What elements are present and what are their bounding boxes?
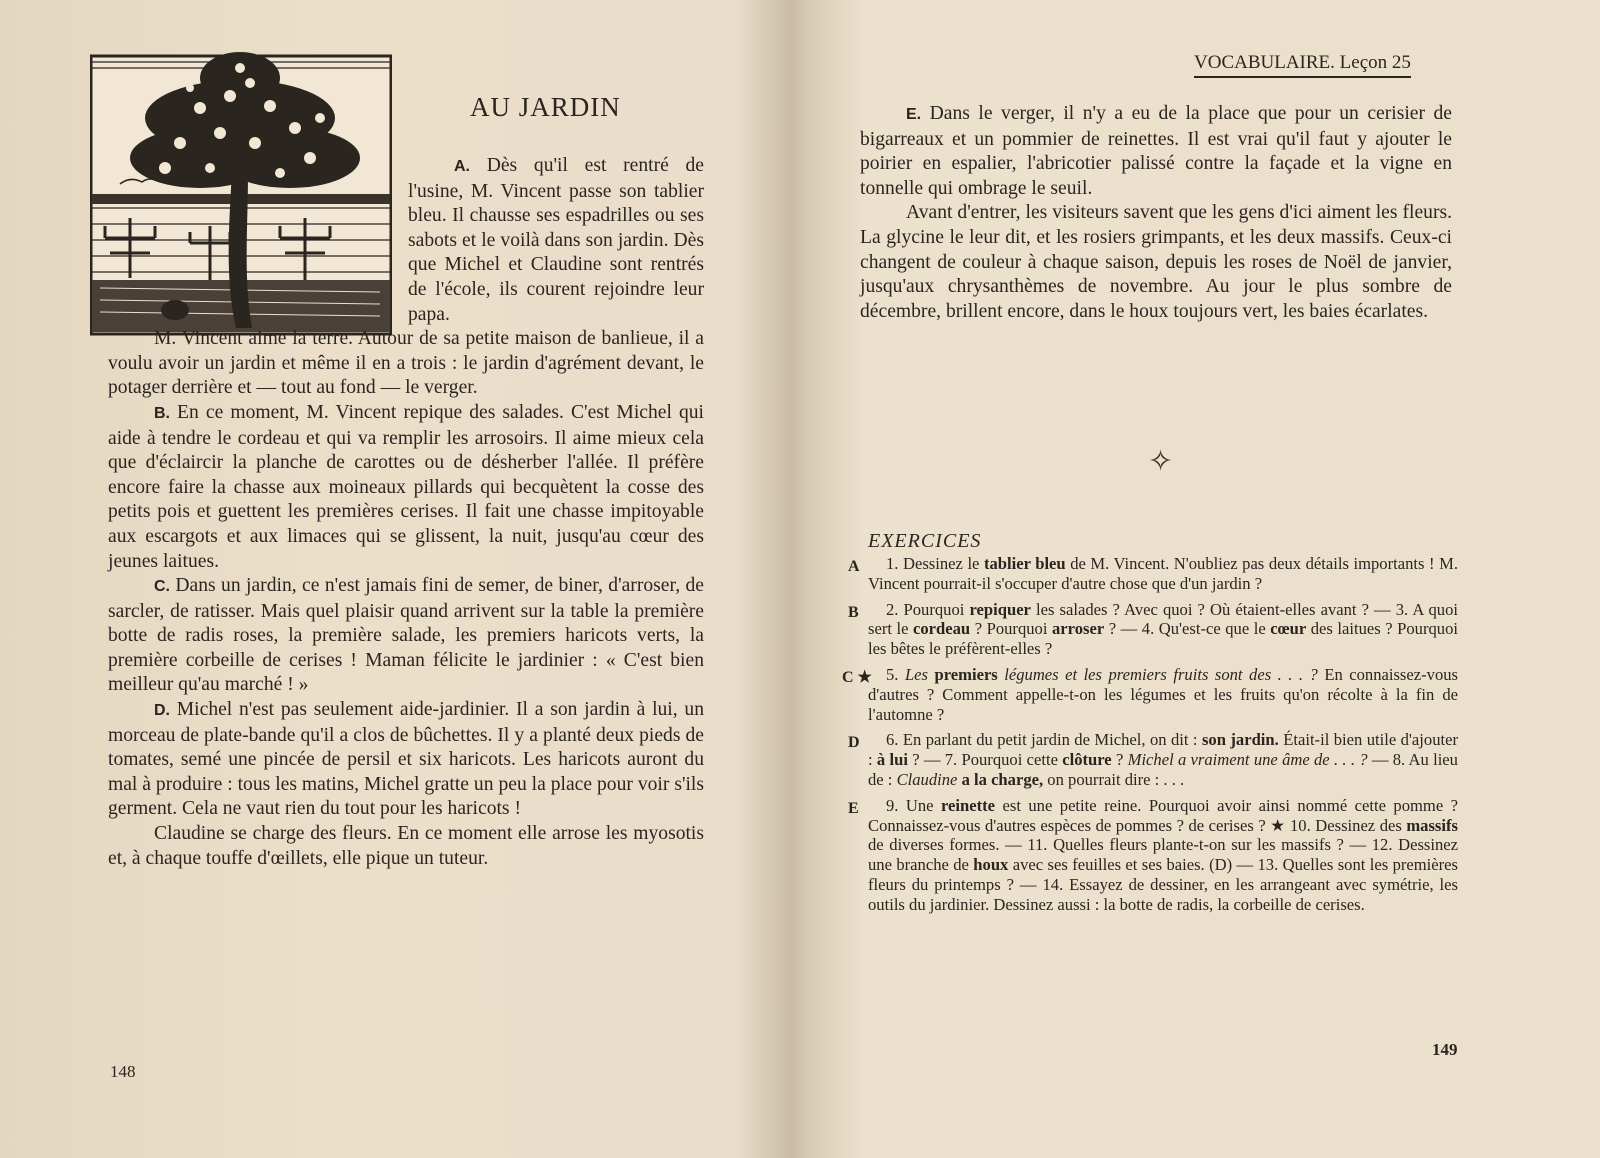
section-b-text: En ce moment, M. Vincent repique des salades. C'est Michel qui aide à tendre le cordeau et qui va remplir les arrosoirs. Il aime mieux cela que d'éclaircir la planche de carottes ou de désherber l'allée. Il préfère encore faire la chasse aux moineaux pillards qui becquètent la cosse des petits pois et guettent les premières cerises. Il fait une chasse impitoyable aux escargots et aux limaces qui se glissent, la nuit, jusqu'au cœur des jeunes laitues.	[108, 401, 704, 572]
exercise-d	[848, 730, 1458, 789]
ex-b-b2: cordeau	[913, 619, 971, 639]
section-a-paragraph-2: M. Vincent aime la terre. Autour de sa petite maison de banlieue, il a voulu avoir un jardin et même il en a trois : le jardin d'agrément devant, le potager derrière et — tout au fond — le verger.	[108, 328, 704, 399]
section-a-text-1: Dès qu'il est rentré de l'usine, M. Vincent passe son tablier bleu. Il chausse ses espadrilles ou ses sabots et le voilà dans son jardin. Dès que Michel et Claudine sont rentrés de l'école, ils courent rejoindre leur papa.	[408, 155, 704, 325]
exercise-d-text	[868, 730, 1458, 789]
ex-c-i1: Les	[904, 664, 935, 684]
ex-e-t1: 9. Une	[886, 795, 941, 815]
right-page-body	[860, 102, 1452, 324]
ex-a-t1: 1. Dessinez le	[886, 554, 984, 573]
exercise-b-text	[868, 600, 1458, 659]
ex-b-b3: arroser	[1052, 619, 1105, 639]
right-page-number: 149	[1432, 1040, 1458, 1059]
section-e-text-1: Dans le verger, il n'y a eu de la place que pour un cerisier de bigarreaux et un pommier de reinettes. Il est vrai qu'il faut y ajouter le poirier en espalier, l'abricotier palissé contre la façade et la vigne en tonnelle qui ombrage le seuil.	[860, 103, 1452, 199]
ex-e-b2: massifs	[1406, 815, 1458, 835]
ex-c-i2: légumes et les premiers fruits sont des . . . ?	[997, 664, 1318, 684]
section-b-paragraph	[108, 401, 704, 574]
exercise-c-text	[868, 665, 1458, 724]
section-d-paragraph-1	[108, 698, 704, 822]
right-page	[800, 0, 1600, 1158]
ex-c-b1: premiers	[934, 664, 998, 684]
ex-d-i2: Claudine	[896, 769, 958, 789]
chapter-title: AU JARDIN	[470, 92, 621, 122]
section-d-paragraph-2: Claudine se charge des fleurs. En ce moment elle arrose les myosotis et, à chaque touffe d'œillets, elle pique un tuteur.	[108, 823, 704, 869]
ex-b-b1: repiquer	[969, 599, 1031, 619]
ornament-diamond-icon: ✧	[1148, 445, 1174, 478]
ex-b-t1: 2. Pourquoi	[886, 599, 970, 619]
exercise-b	[848, 600, 1458, 659]
ex-d-t1: 6. En parlant du petit jardin de Michel, on dit :	[886, 730, 1202, 750]
exercise-a-mark: A	[848, 558, 860, 575]
ex-d-b2: à lui	[876, 750, 908, 770]
exercises-list	[842, 554, 1459, 921]
exercise-e-text	[868, 796, 1458, 915]
ex-d-b3: clôture	[1062, 750, 1112, 770]
ex-a-t2: de M. Vincent. N'oubliez pas deux détails importants ! M. Vincent pourrait-il s'occuper d'autre chose que d'un jardin ?	[868, 554, 1458, 593]
ex-d-b1: son jardin.	[1201, 730, 1279, 750]
section-a-paragraph-1	[408, 154, 704, 327]
exercises-title: EXERCICES	[868, 530, 982, 552]
ex-e-t3: de diverses formes. — 11. Quelles fleurs plante-t-on sur les massifs ? — 12. Dessinez une branche de	[868, 835, 1458, 875]
ex-d-t6: on pourrait dire : . . .	[1043, 769, 1185, 789]
ex-b-t3: ? Pourquoi	[970, 619, 1052, 639]
ex-d-i1: Michel a vraiment une âme de . . . ?	[1127, 750, 1368, 770]
ex-d-t5: — 8. Au lieu de :	[868, 750, 1458, 789]
section-e-paragraph-1	[860, 102, 1452, 201]
exercise-a-text	[868, 554, 1458, 594]
left-page-number: 148	[110, 1062, 136, 1081]
ex-d-t3: ? — 7. Pourquoi cette	[907, 750, 1063, 770]
section-c-paragraph	[108, 574, 704, 698]
ex-b-t5: des laitues ? Pourquoi les bêtes le préfèrent-elles ?	[868, 619, 1459, 659]
exercise-c-mark: C ★	[842, 668, 872, 686]
ex-b-t4: ? — 4. Qu'est-ce que le	[1104, 619, 1271, 639]
ex-e-t4: avec ses feuilles et ses baies. (D) — 13. Quelles sont les premières fleurs du printemps ? — 14. Essayez de dessiner, en les arrangeant avec symétrie, les outils du jardinier. Dessinez aussi : la botte de radis, la corbeille de cerises.	[868, 855, 1458, 914]
section-e-label: E.	[906, 106, 922, 123]
section-c-text: Dans un jardin, ce n'est jamais fini de semer, de biner, d'arroser, de sarcler, de ratisser. Mais quel plaisir quand arrivent sur la table la première botte de radis roses, la première salade, les premiers haricots verts, la première corbeille de cerises ! Maman félicite le jardinier : « C'est bien meilleur qu'au marché ! »	[108, 575, 704, 696]
ex-b-b4: cœur	[1270, 619, 1307, 639]
ex-a-b1: tablier bleu	[983, 554, 1066, 573]
ex-c-t1: 5.	[886, 664, 905, 684]
ex-e-b3: houx	[973, 855, 1009, 875]
exercise-e	[848, 796, 1458, 915]
exercise-b-mark: B	[848, 603, 859, 621]
left-page-body	[108, 154, 704, 871]
ex-c-t2: En connaissez-vous d'autres ? Comment appelle-t-on les légumes et les fruits qu'on récolte à la fin de l'automne ?	[868, 664, 1458, 724]
ex-d-t4: ?	[1111, 750, 1128, 770]
exercise-d-mark: D	[848, 734, 860, 752]
ex-e-b1: reinette	[940, 795, 996, 815]
section-a-label: A.	[454, 158, 470, 175]
ex-e-t2: est une petite reine. Pourquoi avoir ainsi nommé cette pomme ? Connaissez-vous d'autres espèces de pommes ? de cerises ? ★ 10. Dessinez des	[868, 795, 1458, 835]
exercise-a	[848, 554, 1458, 594]
section-d-label: D.	[154, 702, 170, 720]
section-e-paragraph-2: Avant d'entrer, les visiteurs savent que les gens d'ici aiment les fleurs. La glycine le leur dit, et les rosiers grimpants, et les deux massifs. Ceux-ci changent de couleur à chaque saison, depuis les roses de Noël de janvier, jusqu'aux chrysanthèmes de novembre. Au jour le plus sombre de décembre, brillent encore, dans le houx toujours vert, les baies écarlates.	[860, 202, 1452, 322]
exercise-e-mark: E	[848, 799, 859, 817]
ex-d-t2: Était-il bien utile d'ajouter :	[868, 730, 1458, 770]
ex-d-b4: a la charge,	[957, 769, 1044, 789]
exercise-c	[842, 664, 1458, 724]
section-b-label: B.	[154, 404, 170, 422]
running-header: VOCABULAIRE. Leçon 25	[1194, 52, 1411, 78]
section-c-label: C.	[154, 578, 170, 596]
section-d-text-1: Michel n'est pas seulement aide-jardinier. Il a son jardin à lui, un morceau de plate-bande qu'il a clos de bûchettes. Il y a planté deux pieds de tomates, semé une pincée de persil et six haricots. Les haricots auront du mal à produire : tous les matins, Michel gratte un peu la place pour voir s'ils germent. Cela ne vaut rien du tout pour les haricots !	[108, 699, 704, 820]
left-page	[0, 0, 790, 1158]
ex-b-t2: les salades ? Avec quoi ? Où étaient-elles avant ? — 3. A quoi sert le	[868, 599, 1458, 639]
